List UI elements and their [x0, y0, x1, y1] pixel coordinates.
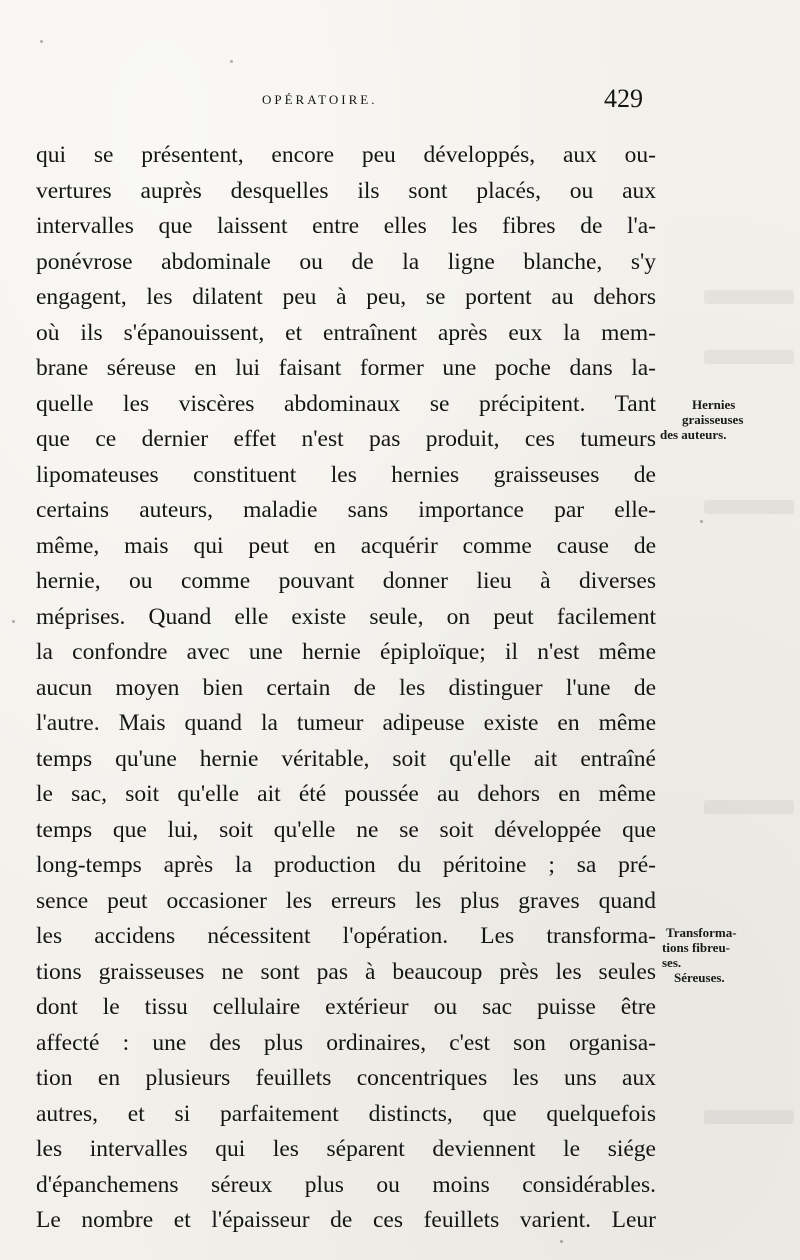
text-line: les intervalles qui les séparent deviennent le siége [36, 1136, 656, 1162]
text-line: certains auteurs, maladie sans importance par elle- [36, 497, 656, 523]
text-line: engagent, les dilatent peu à peu, se portent au dehors [36, 284, 656, 310]
text-line: autres, et si parfaitement distincts, que quelquefois [36, 1100, 656, 1127]
text-line: méprises. Quand elle existe seule, on peut facilement [36, 603, 656, 630]
margin-note-line: ses. [662, 955, 682, 970]
paper-speck [12, 620, 15, 623]
text-line: quelle les viscères abdominaux se précipitent. Tant [36, 390, 656, 417]
margin-note-line: Séreuses. [674, 970, 725, 985]
text-line: où ils s'épanouissent, et entraînent après eux la mem- [36, 319, 656, 346]
show-through-mark [704, 350, 794, 364]
text-line: temps qu'une hernie véritable, soit qu'elle ait entraîné [36, 745, 656, 772]
text-line: les accidens nécessitent l'opération. Les transforma- [36, 923, 656, 949]
text-line: vertures auprès desquelles ils sont placés, ou aux [36, 177, 656, 204]
text-line: hernie, ou comme pouvant donner lieu à diverses [36, 568, 656, 594]
paper-speck [40, 40, 43, 43]
text-line: brane séreuse en lui faisant former une poche dans la- [36, 355, 656, 381]
margin-note-line: des auteurs. [660, 427, 727, 442]
paper-speck [700, 520, 703, 523]
margin-note-hernies [660, 397, 770, 442]
show-through-mark [704, 290, 794, 304]
text-line: aucun moyen bien certain de les distinguer l'une de [36, 674, 656, 701]
show-through-mark [704, 800, 794, 814]
page-number: 429 [604, 84, 643, 113]
text-line: Le nombre et l'épaisseur de ces feuillets varient. Leur [36, 1207, 656, 1233]
paper-speck [230, 60, 233, 63]
text-line: tion en plusieurs feuillets concentriques les uns aux [36, 1065, 656, 1091]
margin-note-line: Hernies [692, 397, 736, 412]
text-line: temps que lui, soit qu'elle ne se soit développée que [36, 816, 656, 843]
show-through-mark [704, 500, 794, 514]
text-line: sence peut occasioner les erreurs les plus graves quand [36, 887, 656, 914]
text-line: la confondre avec une hernie épiploïque; il n'est même [36, 639, 656, 665]
text-line: même, mais qui peut en acquérir comme cause de [36, 532, 656, 559]
text-line: intervalles que laissent entre elles les fibres de l'a- [36, 213, 656, 239]
text-line: que ce dernier effet n'est pas produit, ces tumeurs [36, 426, 656, 452]
text-line: dont le tissu cellulaire extérieur ou sac puisse être [36, 994, 656, 1020]
running-title: OPÉRATOIRE. [262, 92, 378, 107]
margin-note-line: tions fibreu- [662, 940, 731, 955]
text-line: affecté : une des plus ordinaires, c'est son organisa- [36, 1029, 656, 1056]
text-line: d'épanchemens séreux plus ou moins considérables. [36, 1171, 656, 1198]
text-line: tions graisseuses ne sont pas à beaucoup près les seules [36, 958, 656, 985]
margin-note-line: graisseuses [682, 412, 744, 427]
body-text [36, 138, 656, 1239]
text-line: qui se présentent, encore peu développés, aux ou- [36, 142, 656, 168]
text-line: lipomateuses constituent les hernies graisseuses de [36, 461, 656, 488]
margin-note-transformations [660, 925, 780, 985]
margin-note-line: Transforma- [666, 925, 737, 940]
paper-speck [560, 1240, 563, 1243]
text-line: le sac, soit qu'elle ait été poussée au dehors en même [36, 781, 656, 807]
text-line: long-temps après la production du péritoine ; sa pré- [36, 852, 656, 878]
text-line: ponévrose abdominale ou de la ligne blanche, s'y [36, 248, 656, 275]
show-through-mark [704, 1110, 794, 1124]
text-line: l'autre. Mais quand la tumeur adipeuse existe en même [36, 710, 656, 736]
